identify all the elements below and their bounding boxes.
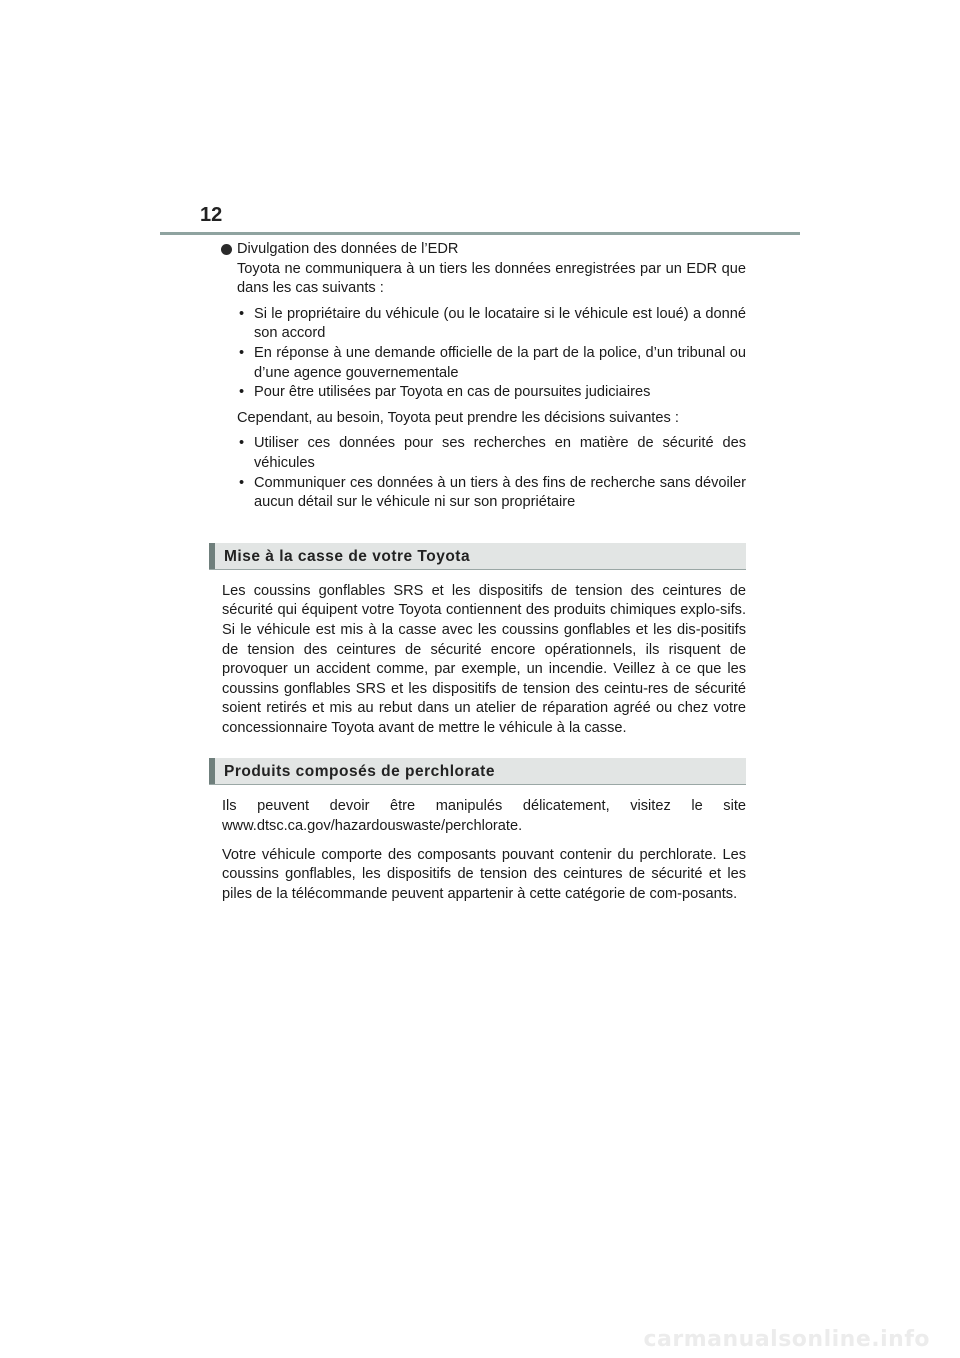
- page-content: [222, 240, 746, 904]
- list-item: • En réponse à une demande officielle de la part de la police, d’un tribunal ou d’une agence gouvernementale: [239, 344, 746, 381]
- section-title: Mise à la casse de votre Toyota: [224, 547, 471, 565]
- perchlorate-text-2: Votre véhicule comporte des composants pouvant contenir du perchlorate. Les coussins gonflables, les dispositifs de tension des ceintures de sécurité et les piles de la télécommande peuvent appartenir à cette catégorie de com-posants.: [222, 846, 746, 902]
- edr-cases-list: [237, 305, 746, 403]
- section-accent: [209, 543, 215, 569]
- bullet-point-icon: •: [239, 474, 245, 491]
- list-item: • Pour être utilisées par Toyota en cas de poursuites judiciaires: [237, 383, 746, 403]
- scrapping-text: Les coussins gonflables SRS et les dispositifs de tension des ceintures de sécurité qui équipent votre Toyota contiennent des produits chimiques explo-sifs. Si le véhicule est mis à la casse avec les coussins gonflables et les dis-positifs de tension des ceintures de sécurité encore opérationnels, ils risquent de provoquer un accident comme, par exemple, un incendie. Veillez à ce que les coussins gonflables SRS et les dispositifs de tension des ceintu-res de sécurité soient retirés et mis au rebut dans un atelier de réparation agréé ou chez votre concessionnaire Toyota avant de mettre le véhicule à la casse.: [222, 582, 746, 736]
- page-number: 12: [200, 204, 223, 226]
- edr-however: Cependant, au besoin, Toyota peut prendre les décisions suivantes :: [237, 409, 679, 426]
- header-rule: [160, 232, 800, 235]
- bullet-dot-icon: [221, 244, 232, 255]
- list-item: • Communiquer ces données à un tiers à des fins de recherche sans dévoiler aucun détail sur le véhicule ni sur son propriétaire: [239, 474, 746, 511]
- section-header-scrapping: [209, 543, 746, 570]
- bullet-point-icon: •: [239, 305, 245, 322]
- section-header-perchlorate: [209, 758, 746, 785]
- watermark: carmanualsonline.info: [643, 1327, 930, 1352]
- edr-decisions-list: [237, 434, 746, 512]
- section-accent: [209, 758, 215, 784]
- perchlorate-text-1: Ils peuvent devoir être manipulés délicatement, visitez le site www.dtsc.ca.gov/hazardouswaste/perchlorate.: [222, 798, 746, 835]
- edr-block: [222, 260, 746, 513]
- bullet-point-icon: •: [239, 435, 245, 452]
- edr-intro: Toyota ne communiquera à un tiers les données enregistrées par un EDR que dans les cas suivants :: [237, 260, 746, 297]
- section-title: Produits composés de perchlorate: [224, 763, 495, 781]
- list-item: • Si le propriétaire du véhicule (ou le locataire si le véhicule est loué) a donné son accord: [239, 305, 746, 342]
- bullet-point-icon: •: [239, 344, 245, 361]
- bullet-point-icon: •: [239, 384, 245, 401]
- edr-heading: [222, 240, 746, 260]
- list-item: • Utiliser ces données pour ses recherches en matière de sécurité des véhicules: [239, 435, 746, 471]
- edr-heading-text: Divulgation des données de l’EDR: [237, 241, 459, 257]
